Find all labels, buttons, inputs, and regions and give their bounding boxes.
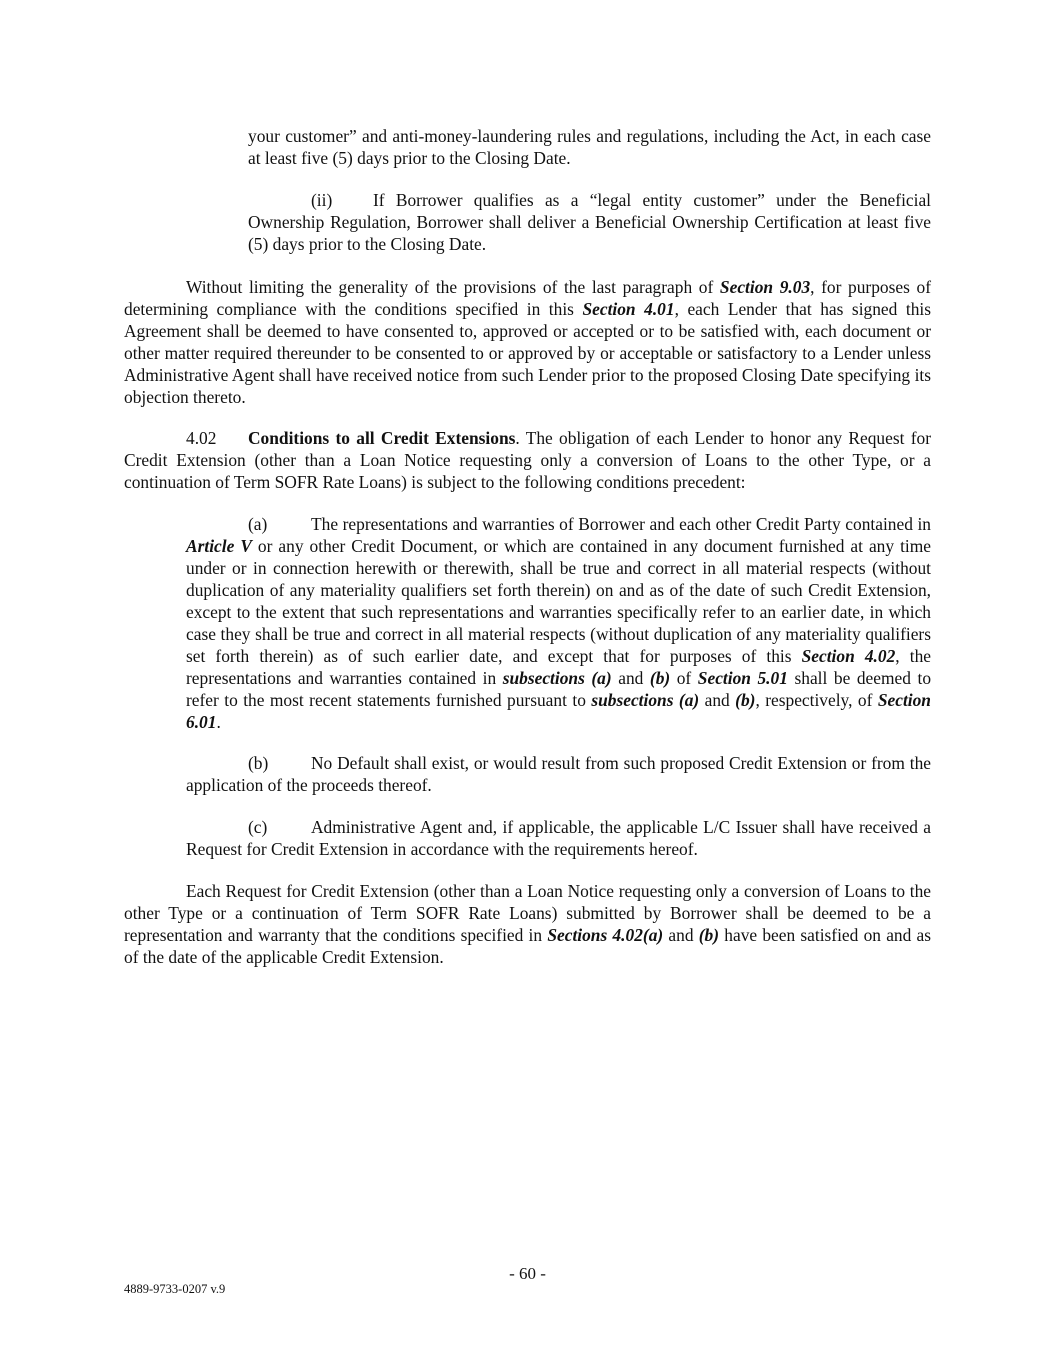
section-ref: Section 4.02	[801, 646, 896, 666]
item-number-b: (b)	[248, 753, 269, 773]
document-id: 4889-9733-0207 v.9	[124, 1282, 226, 1296]
paragraph-each-request: Each Request for Credit Extension (other than a Loan Notice requesting only a conversion of Loans to the other Type or a continuation of Term SOFR Rate Loans) submitted by Borrower shall be deemed to be a representation and warranty that the conditions specified in Sections 4.02(a) and (b) have been satisfied on and as of the date of the applicable Credit Extension.	[124, 881, 932, 967]
page-number: - 60 -	[509, 1264, 546, 1283]
paragraph-b: (b) No Default shall exist, or would result from such proposed Credit Extension or from the application of the proceeds thereof.	[186, 753, 931, 795]
item-number-a: (a)	[248, 514, 268, 534]
subsection-ref: (b)	[698, 925, 720, 945]
paragraph-c: (c) Administrative Agent and, if applicable, the applicable L/C Issuer shall have received a Request for Credit Extension in accordance with the requirements hereof.	[186, 817, 931, 859]
item-number-ii: (ii)	[311, 190, 333, 210]
item-number-c: (c)	[248, 817, 268, 837]
section-ref: Section 4.01	[582, 299, 675, 319]
section-ref: Section 9.03	[719, 277, 811, 297]
subsection-ref: subsections (a)	[502, 668, 612, 688]
paragraph-without-limiting: Without limiting the generality of the provisions of the last paragraph of Section 9.03, for purposes of determining compliance with the conditions specified in this Section 4.01, each Lender that has signed this Agreement shall be deemed to have consented to, approved or accepted or to be satisfied with, each document or other matter required thereunder to be consented to or approved by or acceptable or satisfactory to a Lender unless Administrative Agent shall have received notice from such Lender prior to the proposed Closing Date specifying its objection thereto.	[124, 277, 931, 407]
subsection-ref: subsections (a)	[591, 690, 700, 710]
article-ref: Article V	[186, 536, 252, 556]
section-heading: Conditions to all Credit Extensions	[248, 428, 516, 448]
section-ref: Section 5.01	[697, 668, 788, 688]
section-ref: Sections 4.02(a)	[547, 925, 664, 945]
subsection-ref: (b)	[735, 690, 756, 710]
paragraph-a: (a) The representations and warranties of Borrower and each other Credit Party contained in Article V or any other Credit Document, or which are contained in any document furnished at any time under or in connection herewith or therewith, shall be true and correct in all material respects (without duplication of any materiality qualifiers set forth therein) on and as of the date of such Credit Extension, except to the extent that such representations and warranties specifically refer to an earlier date, in which case they shall be true and correct in all material respects (without duplication of any materiality qualifiers set forth therein) as of such earlier date, and except that for purposes of this Section 4.02, the representations and warranties contained in subsections (a) and (b) of Section 5.01 shall be deemed to refer to the most recent statements furnished pursuant to subsections (a) and (b), respectively, of Section 6.01.	[186, 514, 932, 732]
section-ref: Section 6.01	[186, 690, 931, 732]
section-4-02: 4.02 Conditions to all Credit Extensions. The obligation of each Lender to honor any Request for Credit Extension (other than a Loan Notice requesting only a conversion of Loans to the other Type, or a continuation of Term SOFR Rate Loans) is subject to the following conditions precedent:	[124, 428, 931, 492]
section-number: 4.02	[186, 428, 217, 448]
paragraph-continuation: your customer” and anti-money-laundering rules and regulations, including the Act, in each case at least five (5) days prior to the Closing Date.	[248, 126, 931, 168]
paragraph-ii: (ii) If Borrower qualifies as a “legal entity customer” under the Beneficial Ownership Regulation, Borrower shall deliver a Beneficial Ownership Certification at least five (5) days prior to the Closing Date.	[248, 190, 931, 254]
subsection-ref: (b)	[649, 668, 671, 688]
